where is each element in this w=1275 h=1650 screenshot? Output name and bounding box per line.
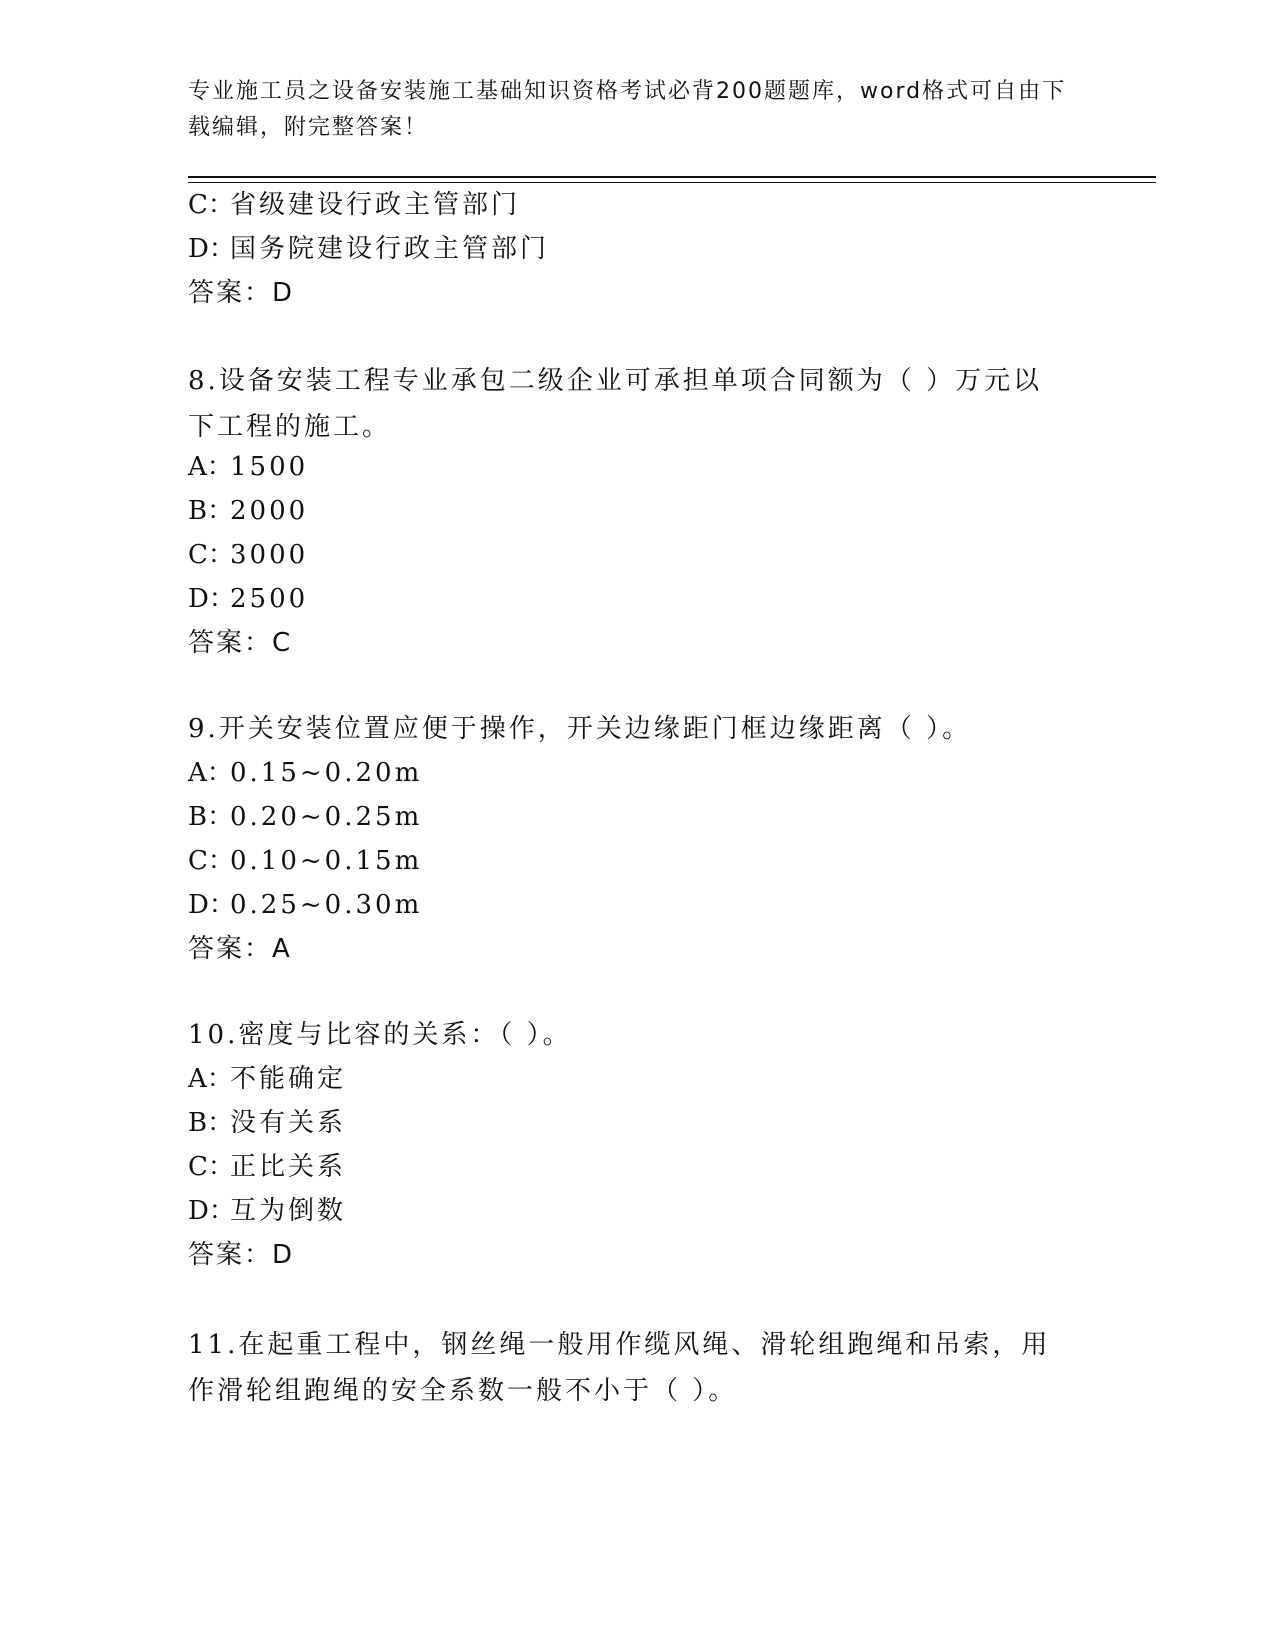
- q8-option-b: [188, 494, 308, 528]
- option-text: 没有关系: [230, 1108, 347, 1138]
- option-label: A：: [188, 758, 233, 788]
- q10-stem: 10.密度与比容的关系：（ ）。: [188, 1020, 572, 1050]
- q7-answer: 答案：D: [188, 278, 295, 308]
- option-text: 0.20~0.25m: [230, 802, 423, 832]
- q9-option-c: [188, 844, 422, 878]
- q9-answer: 答案：A: [188, 934, 292, 964]
- header-divider: [188, 176, 1156, 178]
- option-label: D：: [188, 890, 235, 920]
- option-text: 1500: [230, 452, 309, 482]
- option-text: 2000: [230, 496, 309, 526]
- option-text: 3000: [230, 540, 309, 570]
- option-text: 正比关系: [230, 1152, 347, 1182]
- q9-option-b: [188, 800, 422, 834]
- option-label: C：: [188, 1152, 234, 1182]
- q9-option-a: [188, 756, 422, 790]
- option-text: 2500: [230, 584, 309, 614]
- option-label: A：: [188, 1064, 233, 1094]
- option-text: 国务院建设行政主管部门: [230, 234, 550, 264]
- q9-option-d: [188, 888, 422, 922]
- option-label: D：: [188, 1196, 235, 1226]
- q10-option-d: [188, 1194, 346, 1228]
- option-label: B：: [188, 1108, 234, 1138]
- option-text: 0.15~0.20m: [230, 758, 423, 788]
- option-label: D：: [188, 584, 235, 614]
- option-label: C：: [188, 540, 234, 570]
- q8-stem: 8.设备安装工程专业承包二级企业可承担单项合同额为（ ）万元以下工程的施工。: [188, 366, 1043, 442]
- q8-option-d: [188, 582, 308, 616]
- option-text: 省级建设行政主管部门: [230, 190, 521, 220]
- q11-stem: 11.在起重工程中，钢丝绳一般用作缆风绳、滑轮组跑绳和吊索，用作滑轮组跑绳的安全系数一般不小于（ ）。: [188, 1330, 1051, 1406]
- q8-option-c: [188, 538, 308, 572]
- q10-answer: 答案：D: [188, 1240, 295, 1270]
- q8-answer: 答案：C: [188, 628, 293, 658]
- option-text: 0.10~0.15m: [230, 846, 423, 876]
- option-text: 0.25~0.30m: [230, 890, 423, 920]
- q7-option-c: [188, 188, 520, 222]
- header-divider-thin: [188, 182, 1156, 183]
- option-text: 互为倒数: [230, 1196, 347, 1226]
- q7-option-d: [188, 232, 549, 266]
- option-text: 不能确定: [230, 1064, 347, 1094]
- q8-option-a: [188, 450, 308, 484]
- option-label: D：: [188, 234, 235, 264]
- option-label: C：: [188, 190, 234, 220]
- option-label: C：: [188, 846, 234, 876]
- q10-option-a: [188, 1062, 346, 1096]
- option-label: B：: [188, 496, 234, 526]
- q9-stem: 9.开关安装位置应便于操作，开关边缘距门框边缘距离（ ）。: [188, 714, 972, 744]
- q10-option-b: [188, 1106, 346, 1140]
- option-label: A：: [188, 452, 233, 482]
- document-header: 专业施工员之设备安装施工基础知识资格考试必背200题题库，word格式可自由下载编辑，附完整答案！: [188, 79, 1067, 140]
- option-label: B：: [188, 802, 234, 832]
- q10-option-c: [188, 1150, 346, 1184]
